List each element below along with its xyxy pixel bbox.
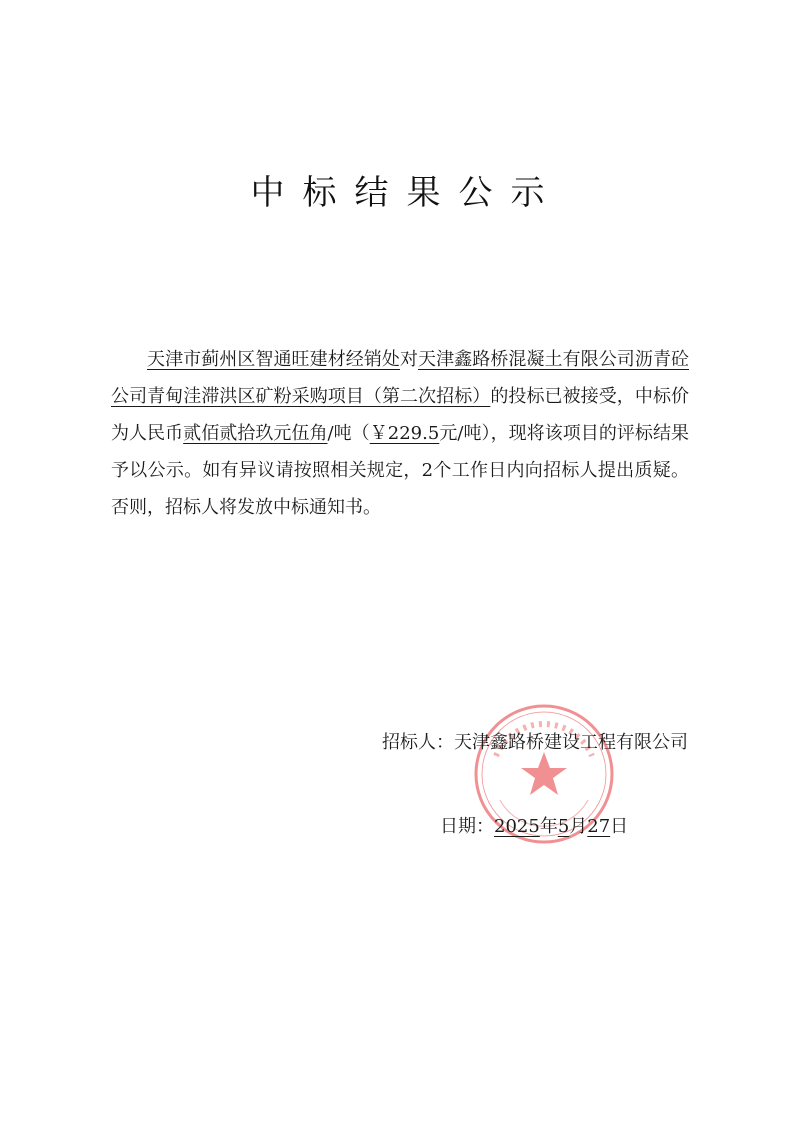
date-year-unit: 年 xyxy=(539,816,558,837)
price-in-numbers: ￥229.5 xyxy=(369,423,440,444)
date-month-unit: 月 xyxy=(569,816,588,837)
project-name: 天津鑫路桥混凝土有限公司沥青砼公司青甸洼滞洪区矿粉采购项目（第二次招标） xyxy=(111,349,690,407)
document-title: 中标结果公示 xyxy=(250,173,563,213)
date-label: 日期： xyxy=(440,816,494,837)
paragraph-text-4: 元/吨），现将该项目的评标结果予以公示。如有异议请按照相关规定，2个工作日内向招标人提出质疑。否则，招标人将发放中标通知书。 xyxy=(111,423,689,518)
announcement-paragraph xyxy=(111,341,689,526)
date-day-unit: 日 xyxy=(610,816,629,837)
date-month: 5 xyxy=(557,816,570,837)
tenderer-label: 招标人： xyxy=(382,732,454,753)
tenderer-company: 天津鑫路桥建设工程有限公司 xyxy=(454,732,688,753)
tenderer-signature xyxy=(382,728,688,754)
paragraph-text-2: 的投标已被接受，中标价为人民币 xyxy=(111,386,690,444)
winning-bidder-name: 天津市蓟州区智通旺建材经销处 xyxy=(147,349,400,370)
date-day: 27 xyxy=(587,816,611,837)
paragraph-text-3: /吨（ xyxy=(327,423,370,444)
paragraph-text-1: 对 xyxy=(399,349,419,370)
price-in-words: 贰佰贰拾玖元伍角 xyxy=(183,423,328,444)
announcement-date xyxy=(440,812,628,838)
date-year: 2025 xyxy=(494,816,540,837)
